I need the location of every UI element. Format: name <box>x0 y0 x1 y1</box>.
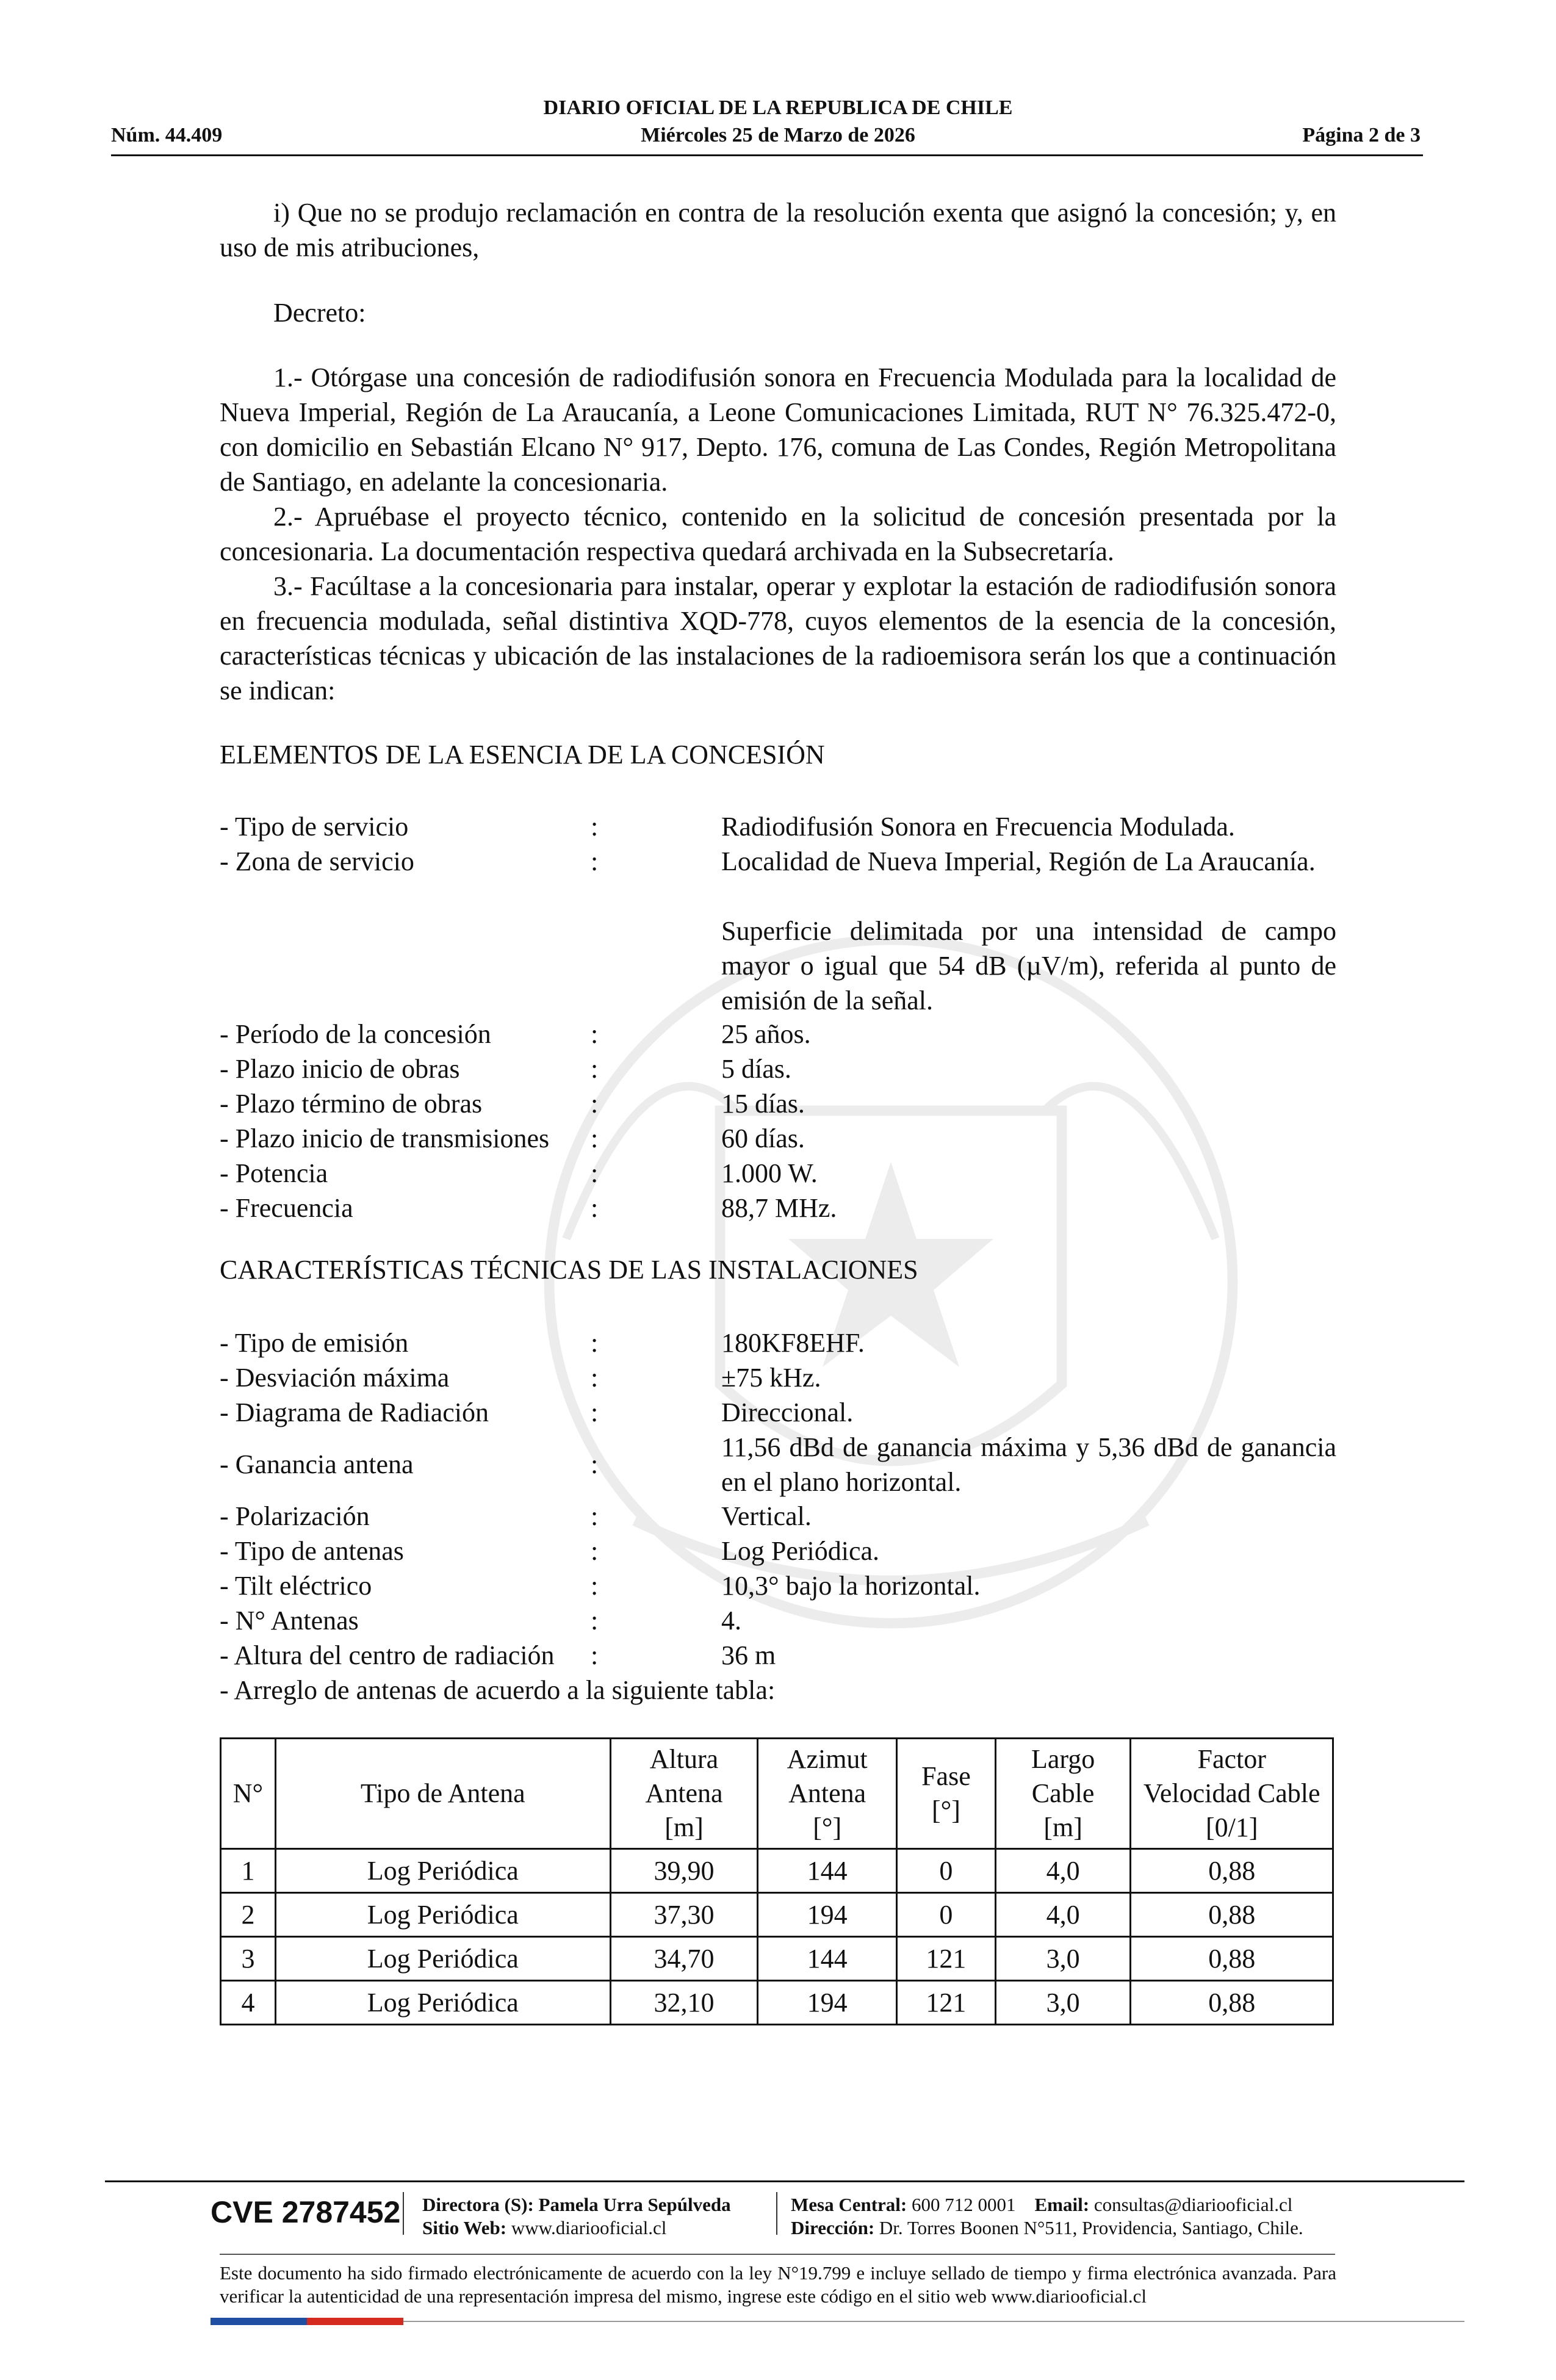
item-value: ±75 kHz. <box>721 1363 821 1393</box>
item-value: 15 días. <box>721 1089 805 1119</box>
email-label: Email: <box>1034 2194 1090 2215</box>
page-indicator: Página 2 de 3 <box>1302 124 1421 146</box>
paragraph-3: 3.- Facúltase a la concesionaria para instalar, operar y explotar la estación de radiodifusión sonora en frecuencia modulada, señal distintiva XQD-778, cuyos elementos de la esencia de la concesión, características técnicas y ubicación de las instalaciones de la radioemisora serán los que a continuación se indican: <box>220 571 1336 705</box>
footer-separator <box>776 2192 777 2235</box>
item-colon: : <box>591 1363 599 1393</box>
item-colon: : <box>591 1193 599 1223</box>
item-colon: : <box>591 1019 599 1049</box>
cell-fase: 121 <box>897 1937 996 1981</box>
item-colon: : <box>591 1571 599 1601</box>
email-link[interactable]: consultas@diariooficial.cl <box>1093 2194 1293 2215</box>
item-value: 10,3° bajo la horizontal. <box>721 1571 981 1601</box>
footer-note-divider <box>220 2254 1335 2255</box>
item-colon: : <box>591 1158 599 1188</box>
header-factor: Factor Velocidad Cable [0/1] <box>1131 1739 1333 1849</box>
header-tipo: Tipo de Antena <box>275 1739 610 1849</box>
item-label: - Ganancia antena <box>220 1449 414 1479</box>
item-colon: : <box>591 1449 599 1479</box>
mesa-label: Mesa Central: <box>791 2194 907 2215</box>
table-row <box>221 1893 1333 1937</box>
cell-n: 2 <box>221 1893 276 1937</box>
item-label: - Tipo de antenas <box>220 1536 404 1566</box>
item-value: Vertical. <box>721 1501 812 1531</box>
section-esencia-title: ELEMENTOS DE LA ESENCIA DE LA CONCESIÓN <box>220 740 825 770</box>
header-largo: Largo Cable [m] <box>995 1739 1131 1849</box>
paragraph-i: i) Que no se produjo reclamación en contra de la resolución exenta que asignó la concesión; y, en uso de mis atribuciones, <box>220 198 1336 262</box>
header-azimut: Azimut Antena [°] <box>758 1739 897 1849</box>
cell-n: 4 <box>221 1981 276 2025</box>
item-label: - Plazo inicio de obras <box>220 1054 460 1084</box>
section-tecnicas-title: CARACTERÍSTICAS TÉCNICAS DE LAS INSTALACIONES <box>220 1255 918 1285</box>
cell-altura: 34,70 <box>610 1937 758 1981</box>
item-label: - Plazo término de obras <box>220 1089 483 1119</box>
issue-number: Núm. 44.409 <box>111 124 223 146</box>
cell-altura: 39,90 <box>610 1849 758 1893</box>
cell-largo: 3,0 <box>995 1937 1131 1981</box>
header-fase: Fase [°] <box>897 1739 996 1849</box>
cell-factor: 0,88 <box>1131 1981 1333 2025</box>
item-label: - Desviación máxima <box>220 1363 450 1393</box>
address-label: Dirección: <box>791 2217 875 2238</box>
cell-largo: 3,0 <box>995 1981 1131 2025</box>
item-label: - N° Antenas <box>220 1606 359 1635</box>
item-label: - Tipo de emisión <box>220 1328 409 1358</box>
header-n: N° <box>221 1739 276 1849</box>
cell-altura: 37,30 <box>610 1893 758 1937</box>
item-label: - Zona de servicio <box>220 846 414 876</box>
item-colon: : <box>591 1123 599 1153</box>
item-label: - Polarización <box>220 1501 370 1531</box>
footer-bottom-rule <box>403 2321 1464 2322</box>
footer-column-contact <box>791 2193 1303 2240</box>
cell-factor: 0,88 <box>1131 1937 1333 1981</box>
item-value: 25 años. <box>721 1019 811 1049</box>
item-value: Direccional. <box>721 1397 854 1427</box>
cell-largo: 4,0 <box>995 1849 1131 1893</box>
item-value: Log Periódica. <box>721 1536 880 1566</box>
item-colon: : <box>591 846 599 876</box>
cell-fase: 0 <box>897 1849 996 1893</box>
item-value: 36 m <box>721 1640 776 1670</box>
table-row <box>221 1849 1333 1893</box>
cell-azimut: 144 <box>758 1849 897 1893</box>
item-value-extra: Superficie delimitada por una intensidad de campo mayor o igual que 54 dB (µV/m), referida al punto de emisión de la señal. <box>721 916 1336 1015</box>
item-colon: : <box>591 1397 599 1427</box>
item-value: 88,7 MHz. <box>721 1193 837 1223</box>
address-value: Dr. Torres Boonen N°511, Providencia, Santiago, Chile. <box>879 2217 1303 2238</box>
item-label: - Tilt eléctrico <box>220 1571 372 1601</box>
item-value: Radiodifusión Sonora en Frecuencia Modulada. <box>721 812 1235 842</box>
item-value: 5 días. <box>721 1054 791 1084</box>
item-label: - Potencia <box>220 1158 328 1188</box>
paragraph-1: 1.- Otórgase una concesión de radiodifusión sonora en Frecuencia Modulada para la localidad de Nueva Imperial, Región de La Araucanía, a Leone Comunicaciones Limitada, RUT N° 76.325.472-0, con domicilio en Sebastián Elcano N° 917, Depto. 176, comuna de Las Condes, Región Metropolitana de Santiago, en adelante la concesionaria. <box>220 362 1336 497</box>
item-label: - Tipo de servicio <box>220 812 409 842</box>
item-colon: : <box>591 1640 599 1670</box>
table-header-row <box>221 1739 1333 1849</box>
table-row <box>221 1981 1333 2025</box>
cell-azimut: 144 <box>758 1937 897 1981</box>
cell-tipo: Log Periódica <box>275 1849 610 1893</box>
cell-tipo: Log Periódica <box>275 1981 610 2025</box>
cell-largo: 4,0 <box>995 1893 1131 1937</box>
item-colon: : <box>591 1328 599 1358</box>
item-value: Localidad de Nueva Imperial, Región de La Araucanía. <box>721 846 1316 876</box>
cell-n: 3 <box>221 1937 276 1981</box>
decreto-heading: Decreto: <box>273 298 366 328</box>
item-colon: : <box>591 1054 599 1084</box>
web-label: Sitio Web: <box>422 2217 507 2238</box>
footer-separator <box>403 2192 404 2235</box>
newspaper-title: DIARIO OFICIAL DE LA REPUBLICA DE CHILE <box>543 96 1013 119</box>
item-colon: : <box>591 812 599 842</box>
director-label: Directora (S): <box>422 2194 534 2215</box>
header-altura: Altura Antena [m] <box>610 1739 758 1849</box>
item-label: - Plazo inicio de transmisiones <box>220 1123 550 1153</box>
item-colon: : <box>591 1089 599 1119</box>
cell-tipo: Log Periódica <box>275 1937 610 1981</box>
item-value: 4. <box>721 1606 741 1635</box>
paragraph-2: 2.- Apruébase el proyecto técnico, contenido en la solicitud de concesión presentada por la concesionaria. La documentación respectiva quedará archivada en la Subsecretaría. <box>220 502 1336 566</box>
item-label: - Período de la concesión <box>220 1019 491 1049</box>
item-value: 1.000 W. <box>721 1158 818 1188</box>
item-colon: : <box>591 1606 599 1635</box>
cell-fase: 121 <box>897 1981 996 2025</box>
cell-fase: 0 <box>897 1893 996 1937</box>
issue-date: Miércoles 25 de Marzo de 2026 <box>641 124 915 146</box>
flag-bar-red <box>307 2318 403 2325</box>
header-divider <box>111 154 1423 156</box>
cell-tipo: Log Periódica <box>275 1893 610 1937</box>
cell-factor: 0,88 <box>1131 1893 1333 1937</box>
item-label: - Diagrama de Radiación <box>220 1397 489 1427</box>
cve-code: CVE 2787452 <box>211 2195 401 2229</box>
footer-column-director <box>422 2193 731 2240</box>
item-label: - Frecuencia <box>220 1193 353 1223</box>
footer-divider <box>105 2180 1464 2182</box>
item-value: 11,56 dBd de ganancia máxima y 5,36 dBd de ganancia en el plano horizontal. <box>721 1432 1336 1497</box>
item-value: 60 días. <box>721 1123 805 1153</box>
item-label: - Altura del centro de radiación <box>220 1640 555 1670</box>
cell-altura: 32,10 <box>610 1981 758 2025</box>
cell-azimut: 194 <box>758 1893 897 1937</box>
arreglo-label: - Arreglo de antenas de acuerdo a la siguiente tabla: <box>220 1675 776 1705</box>
flag-bar-blue <box>211 2318 307 2325</box>
website-link[interactable]: www.diariooficial.cl <box>511 2217 667 2238</box>
antenna-table <box>220 1737 1334 2025</box>
director-name: Pamela Urra Sepúlveda <box>538 2194 731 2215</box>
cell-azimut: 194 <box>758 1981 897 2025</box>
item-colon: : <box>591 1501 599 1531</box>
cell-factor: 0,88 <box>1131 1849 1333 1893</box>
mesa-phone: 600 712 0001 <box>912 2194 1016 2215</box>
item-colon: : <box>591 1536 599 1566</box>
signature-note: Este documento ha sido firmado electrónicamente de acuerdo con la ley N°19.799 e incluye sellado de tiempo y firma electrónica avanzada. Para verificar la autenticidad de una representación impresa del mismo, ingrese este código en el sitio web www.diariooficial.cl <box>220 2262 1336 2307</box>
table-row <box>221 1937 1333 1981</box>
cell-n: 1 <box>221 1849 276 1893</box>
item-value: 180KF8EHF. <box>721 1328 865 1358</box>
